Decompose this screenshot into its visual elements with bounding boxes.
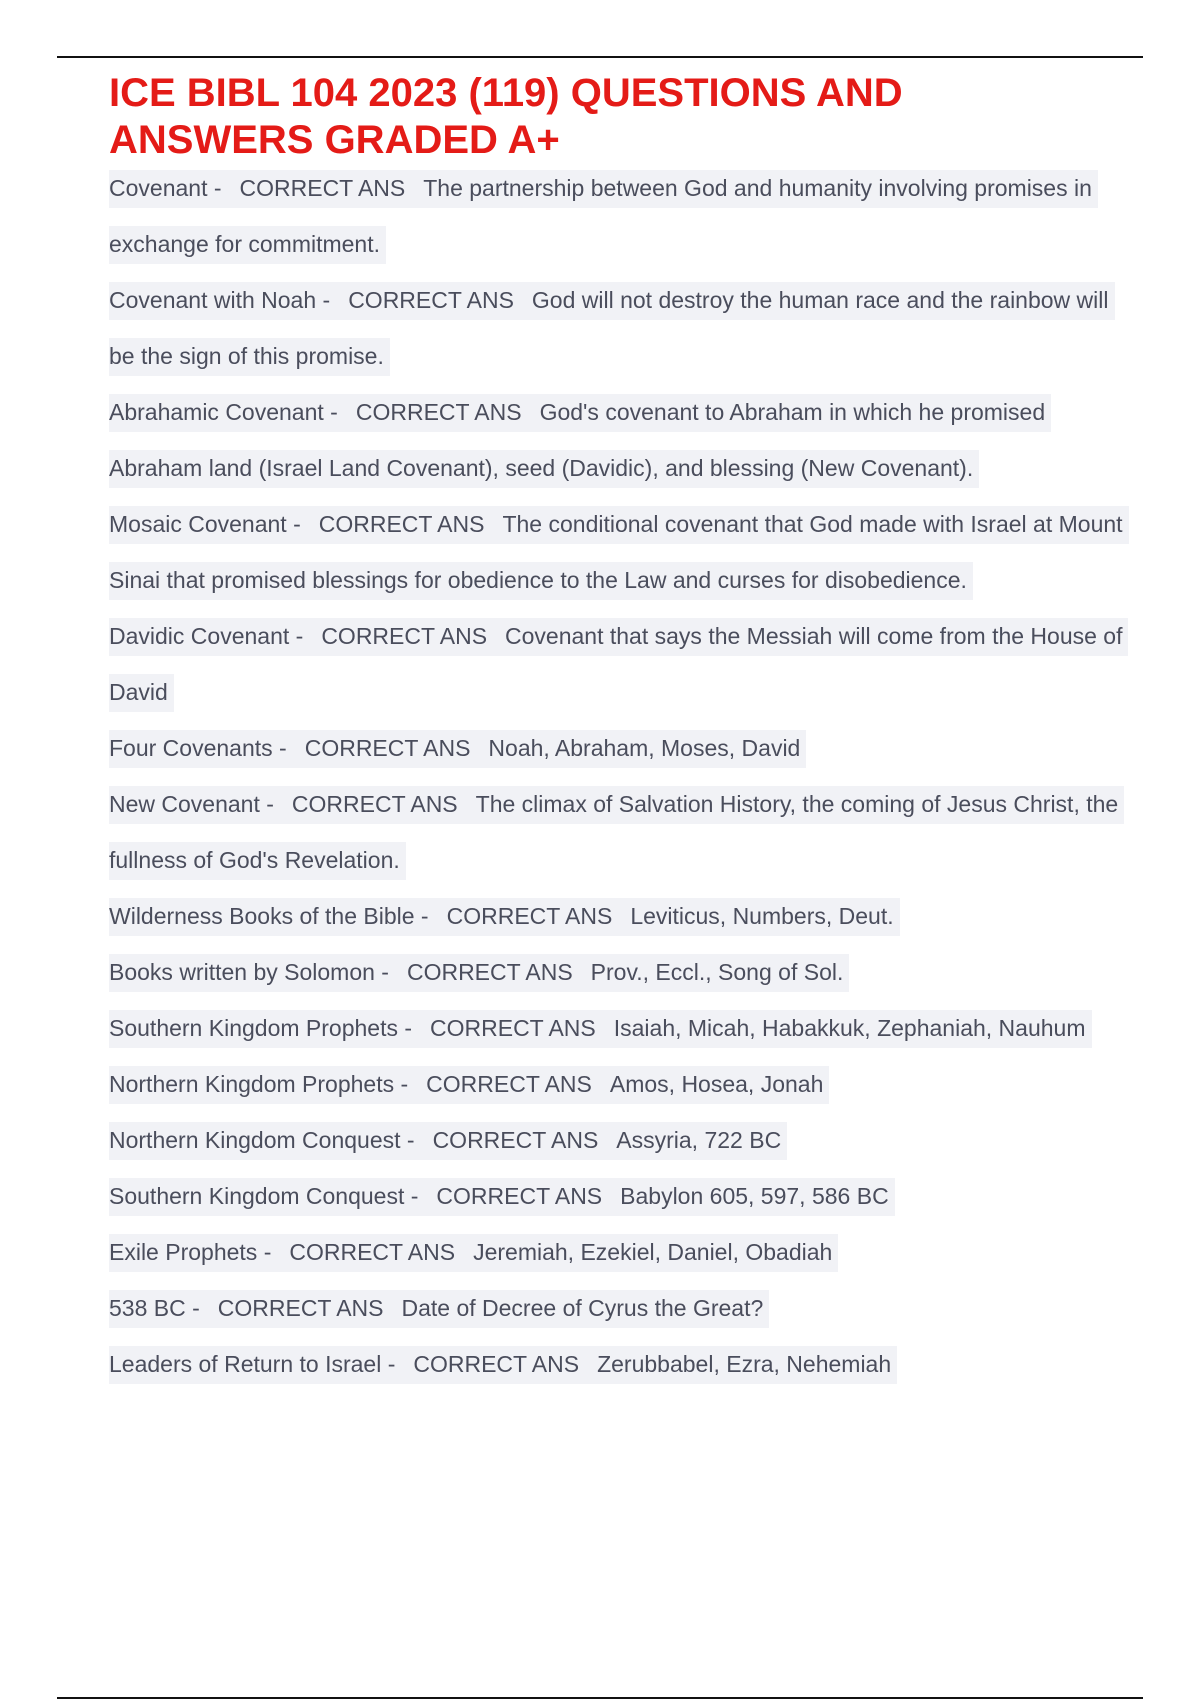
qa-term: Wilderness Books of the Bible - <box>109 903 429 929</box>
qa-term: Southern Kingdom Conquest - <box>109 1183 419 1209</box>
document-title: ICE BIBL 104 2023 (119) QUESTIONS AND ANSWERS GRADED A+ <box>109 71 903 162</box>
qa-highlight <box>109 898 900 936</box>
qa-item <box>109 384 1129 496</box>
qa-item <box>109 272 1129 384</box>
qa-term: Exile Prophets - <box>109 1239 272 1265</box>
qa-highlight <box>109 394 1051 488</box>
qa-highlight <box>109 786 1124 880</box>
qa-highlight <box>109 282 1115 376</box>
qa-answer: Leviticus, Numbers, Deut. <box>630 903 894 929</box>
qa-answer: Jeremiah, Ezekiel, Daniel, Obadiah <box>473 1239 833 1265</box>
qa-answer: Zerubbabel, Ezra, Nehemiah <box>597 1351 892 1377</box>
qa-highlight <box>109 170 1098 264</box>
qa-item <box>109 160 1129 272</box>
correct-ans-marker: CORRECT ANS <box>289 1239 456 1265</box>
qa-answer: God will not destroy the human race and the rainbow will be the sign of this promise. <box>109 287 1109 369</box>
qa-highlight <box>109 1346 897 1384</box>
correct-ans-marker: CORRECT ANS <box>436 1183 603 1209</box>
qa-highlight <box>109 506 1129 600</box>
qa-answer: Babylon 605, 597, 586 BC <box>620 1183 889 1209</box>
correct-ans-marker: CORRECT ANS <box>426 1071 592 1097</box>
correct-ans-marker: CORRECT ANS <box>291 791 458 817</box>
qa-answer: Noah, Abraham, Moses, David <box>488 735 801 761</box>
qa-answer: Prov., Eccl., Song of Sol. <box>590 959 844 985</box>
correct-ans-marker: CORRECT ANS <box>406 959 573 985</box>
header-rule <box>57 56 1143 58</box>
qa-term: Southern Kingdom Prophets - <box>109 1015 413 1041</box>
correct-ans-marker: CORRECT ANS <box>239 175 406 201</box>
qa-item <box>109 1112 1129 1168</box>
qa-answer: Date of Decree of Cyrus the Great? <box>401 1295 764 1321</box>
qa-answer: The partnership between God and humanity involving promises in exchange for commitment. <box>109 175 1092 257</box>
qa-term: Four Covenants - <box>109 735 287 761</box>
qa-highlight <box>109 1234 838 1272</box>
qa-item <box>109 720 1129 776</box>
qa-term: Leaders of Return to Israel - <box>109 1351 396 1377</box>
qa-highlight <box>109 1290 769 1328</box>
qa-item <box>109 944 1129 1000</box>
qa-highlight <box>109 1122 787 1160</box>
correct-ans-marker: CORRECT ANS <box>217 1295 384 1321</box>
correct-ans-marker: CORRECT ANS <box>348 287 514 313</box>
qa-term: Northern Kingdom Conquest - <box>109 1127 415 1153</box>
qa-answer: Assyria, 722 BC <box>616 1127 782 1153</box>
correct-ans-marker: CORRECT ANS <box>304 735 471 761</box>
qa-list <box>109 160 1129 1392</box>
correct-ans-marker: CORRECT ANS <box>318 511 485 537</box>
qa-answer: The conditional covenant that God made with Israel at Mount Sinai that promised blessings for obedience to the Law and curses for disobedience. <box>109 511 1123 593</box>
qa-item <box>109 1336 1129 1392</box>
qa-item <box>109 1056 1129 1112</box>
qa-item <box>109 608 1129 720</box>
qa-item <box>109 888 1129 944</box>
qa-item <box>109 1168 1129 1224</box>
qa-term: Covenant with Noah - <box>109 287 331 313</box>
qa-highlight <box>109 1066 829 1104</box>
qa-answer: Covenant that says the Messiah will come from the House of David <box>109 623 1123 705</box>
qa-item <box>109 496 1129 608</box>
qa-term: 538 BC - <box>109 1295 200 1321</box>
qa-term: New Covenant - <box>109 791 274 817</box>
qa-highlight <box>109 1178 895 1216</box>
qa-answer: The climax of Salvation History, the coming of Jesus Christ, the fullness of God's Revelation. <box>109 791 1119 873</box>
qa-term: Mosaic Covenant - <box>109 511 301 537</box>
qa-item <box>109 1280 1129 1336</box>
qa-answer: Amos, Hosea, Jonah <box>609 1071 824 1097</box>
correct-ans-marker: CORRECT ANS <box>413 1351 580 1377</box>
qa-answer: Isaiah, Micah, Habakkuk, Zephaniah, Nauhum <box>613 1015 1086 1041</box>
qa-highlight <box>109 1010 1092 1048</box>
correct-ans-marker: CORRECT ANS <box>446 903 613 929</box>
footer-rule <box>57 1697 1143 1699</box>
qa-highlight <box>109 954 849 992</box>
qa-item <box>109 1224 1129 1280</box>
correct-ans-marker: CORRECT ANS <box>430 1015 596 1041</box>
qa-item <box>109 776 1129 888</box>
qa-term: Books written by Solomon - <box>109 959 389 985</box>
qa-item <box>109 1000 1129 1056</box>
correct-ans-marker: CORRECT ANS <box>321 623 488 649</box>
correct-ans-marker: CORRECT ANS <box>432 1127 599 1153</box>
qa-term: Abrahamic Covenant - <box>109 399 338 425</box>
qa-highlight <box>109 618 1128 712</box>
correct-ans-marker: CORRECT ANS <box>355 399 522 425</box>
qa-term: Covenant - <box>109 175 222 201</box>
qa-term: Davidic Covenant - <box>109 623 304 649</box>
qa-term: Northern Kingdom Prophets - <box>109 1071 409 1097</box>
qa-highlight <box>109 730 806 768</box>
qa-answer: God's covenant to Abraham in which he promised Abraham land (Israel Land Covenant), seed (Davidic), and blessing (New Covenant). <box>109 399 1046 481</box>
